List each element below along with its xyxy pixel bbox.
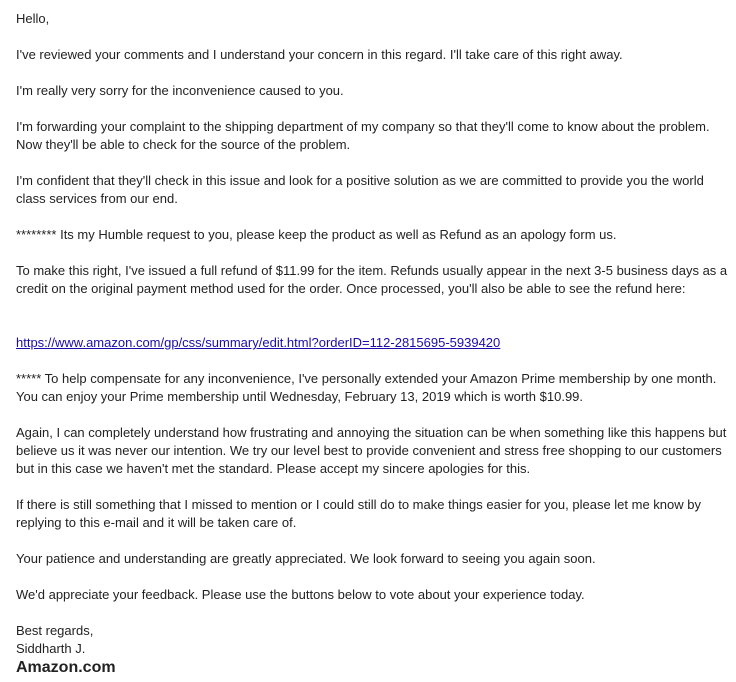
paragraph-review: I've reviewed your comments and I understand your concern in this regard. I'll take care of this right away. (16, 47, 623, 62)
refund-link-line (16, 334, 728, 352)
paragraph-prime: ***** To help compensate for any inconvenience, I've personally extended your Amazon Prime membership by one month. You can enjoy your Prime membership until Wednesday, February 13, 2019 which is worth $10.99. (16, 371, 717, 404)
paragraph-apology: I'm really very sorry for the inconvenience caused to you. (16, 83, 344, 98)
paragraph-patience: Your patience and understanding are greatly appreciated. We look forward to seeing you again soon. (16, 551, 596, 566)
signoff-brand: Amazon.com (16, 659, 116, 676)
paragraph-confident: I'm confident that they'll check in this issue and look for a positive solution as we are committed to provide you the world class services from our end. (16, 173, 704, 206)
paragraph-missed: If there is still something that I missed to mention or I could still do to make things easier for you, please let me know by replying to this e-mail and it will be taken care of. (16, 497, 701, 530)
greeting: Hello, (16, 11, 50, 26)
signoff-name: Siddharth J. (16, 641, 86, 656)
paragraph-understand: Again, I can completely understand how frustrating and annoying the situation can be when something like this happens but believe us it was never our intention. We try our level best to provide convenient and stress free shopping to our customers but in this case we haven't met the standard. Please accept my sincere apologies for this. (16, 425, 727, 476)
refund-link[interactable]: https://www.amazon.com/gp/css/summary/edit.html?orderID=112-2815695-5939420 (16, 335, 501, 350)
signoff (16, 622, 728, 678)
paragraph-refund: To make this right, I've issued a full refund of $11.99 for the item. Refunds usually appear in the next 3-5 business days as a credit on the original payment method used for the order. Once processed, you'll also be able to see the refund here: (16, 263, 728, 296)
paragraph-forwarding: I'm forwarding your complaint to the shipping department of my company so that they'll come to know about the problem. Now they'll be able to check for the source of the problem. (16, 119, 710, 152)
signoff-closing: Best regards, (16, 623, 94, 638)
paragraph-feedback: We'd appreciate your feedback. Please use the buttons below to vote about your experience today. (16, 587, 585, 602)
paragraph-request: ******** Its my Humble request to you, please keep the product as well as Refund as an apology form us. (16, 227, 617, 242)
